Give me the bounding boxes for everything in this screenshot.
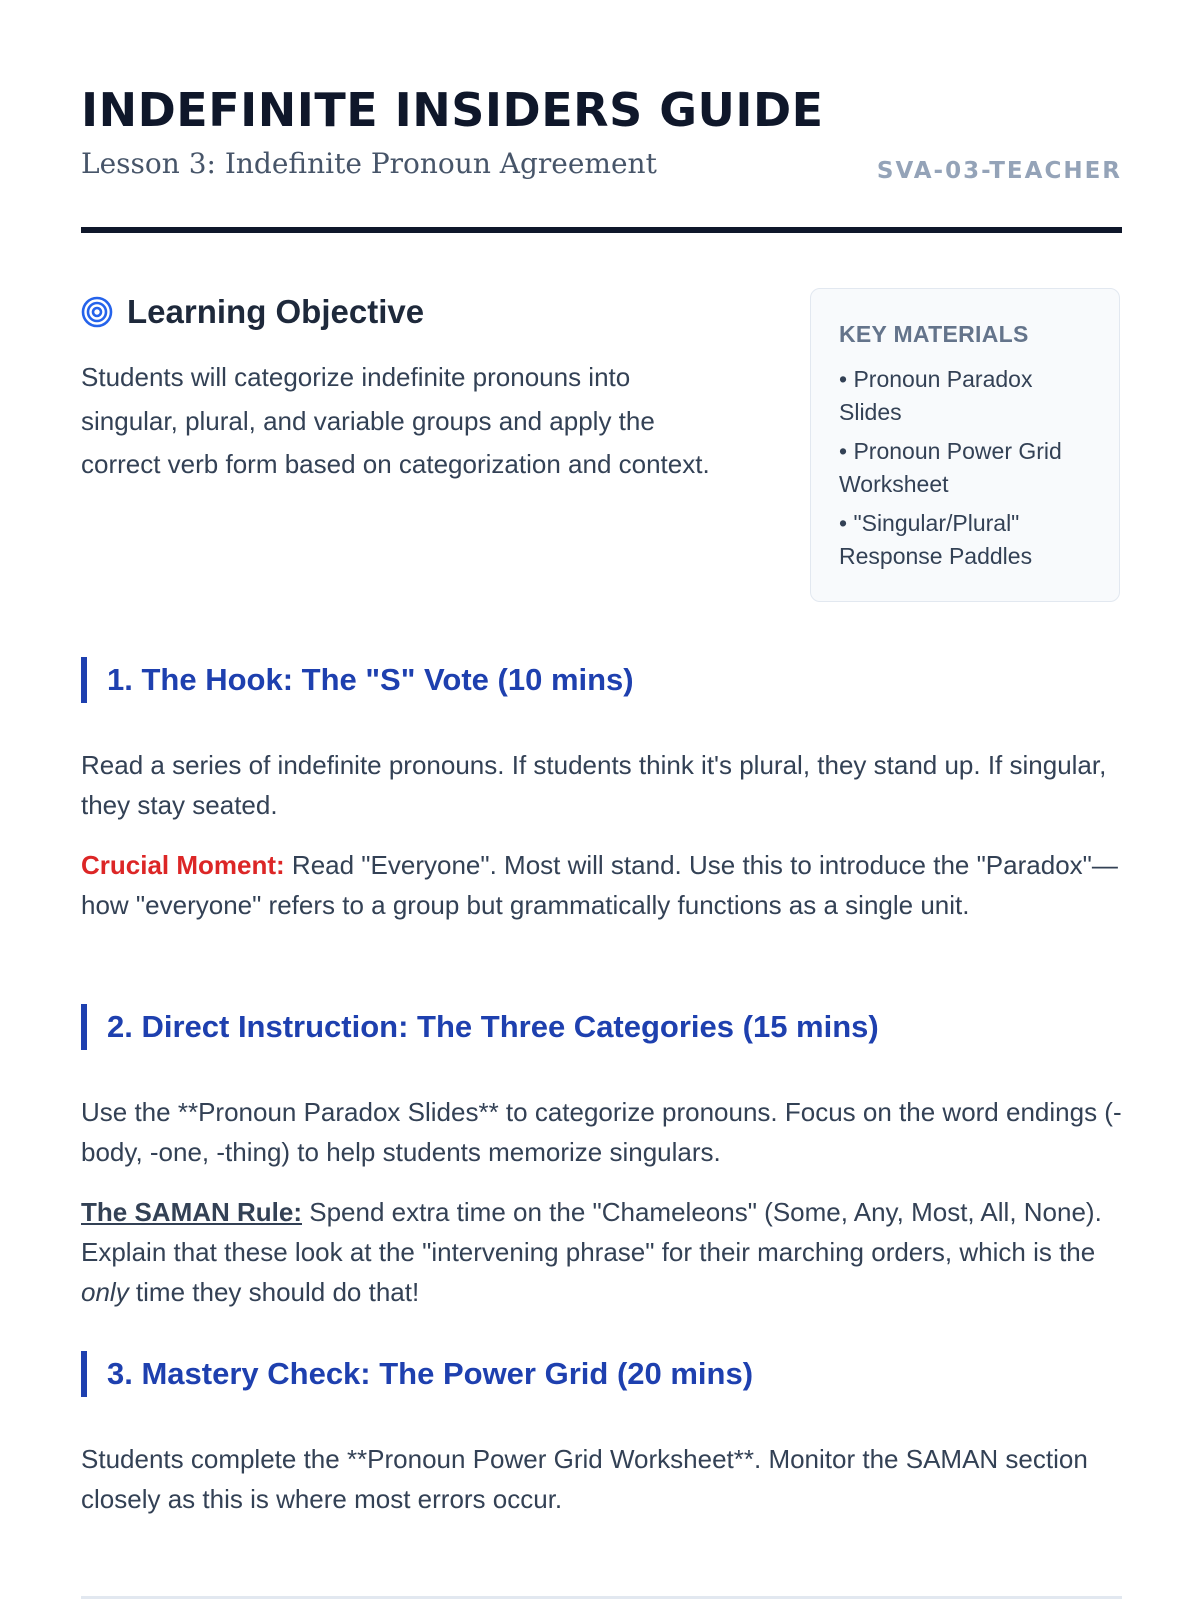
section-heading-hook bbox=[81, 657, 634, 703]
crucial-moment-label: Crucial Moment: bbox=[81, 850, 285, 880]
section-heading-mastery-check bbox=[81, 1351, 753, 1397]
material-item: • Pronoun Power Grid Worksheet bbox=[839, 438, 1062, 497]
saman-rule-text: Spend extra time on the "Chameleons" (Some, Any, Most, All, None). Explain that these look at the "intervening phrase" for their marching orders, which is the bbox=[81, 1197, 1102, 1267]
saman-rule-paragraph bbox=[81, 1192, 1122, 1312]
crucial-moment-paragraph bbox=[81, 845, 1122, 925]
objective-heading-label: Learning Objective bbox=[127, 293, 425, 330]
lesson-page bbox=[81, 0, 1122, 1600]
mastery-check-paragraph: Students complete the **Pronoun Power Grid Worksheet**. Monitor the SAMAN section closely as this is where most errors occur. bbox=[81, 1444, 1088, 1514]
key-materials-title: KEY MATERIALS bbox=[839, 321, 1029, 347]
section-heading-direct-instruction bbox=[81, 1004, 879, 1050]
lesson-subtitle: Lesson 3: Indefinite Pronoun Agreement bbox=[81, 147, 657, 180]
footer-divider bbox=[81, 1596, 1122, 1599]
saman-rule-emphasis: only bbox=[81, 1277, 129, 1307]
page-title: INDEFINITE INSIDERS GUIDE bbox=[81, 83, 824, 137]
direct-instruction-paragraph: Use the **Pronoun Paradox Slides** to categorize pronouns. Focus on the word endings (-body, -one, -thing) to help students memorize singulars. bbox=[81, 1097, 1122, 1167]
saman-rule-label: The SAMAN Rule: bbox=[81, 1197, 302, 1227]
section-heading-label: 2. Direct Instruction: The Three Categories (15 mins) bbox=[107, 1009, 879, 1044]
objective-heading bbox=[81, 292, 424, 332]
section-heading-label: 3. Mastery Check: The Power Grid (20 mins) bbox=[107, 1356, 754, 1391]
objective-text: Students will categorize indefinite pronouns into singular, plural, and variable groups and apply the correct verb form based on categorization and context. bbox=[81, 362, 710, 479]
header-divider bbox=[81, 227, 1122, 233]
key-materials-box bbox=[810, 288, 1120, 602]
materials-list bbox=[839, 363, 1093, 573]
material-item: • "Singular/Plural" Response Paddles bbox=[839, 510, 1033, 569]
material-item: • Pronoun Paradox Slides bbox=[839, 366, 1033, 425]
target-icon bbox=[81, 296, 113, 328]
hook-instructions: Read a series of indefinite pronouns. If students think it's plural, they stand up. If singular, they stay seated. bbox=[81, 750, 1107, 820]
crucial-moment-text: Read "Everyone". Most will stand. Use this to introduce the "Paradox"—how "everyone" refers to a group but grammatically functions as a single unit. bbox=[81, 850, 1118, 920]
saman-rule-text-end: time they should do that! bbox=[128, 1277, 420, 1307]
document-code: SVA-03-TEACHER bbox=[876, 158, 1122, 184]
section-heading-label: 1. The Hook: The "S" Vote (10 mins) bbox=[107, 662, 634, 697]
